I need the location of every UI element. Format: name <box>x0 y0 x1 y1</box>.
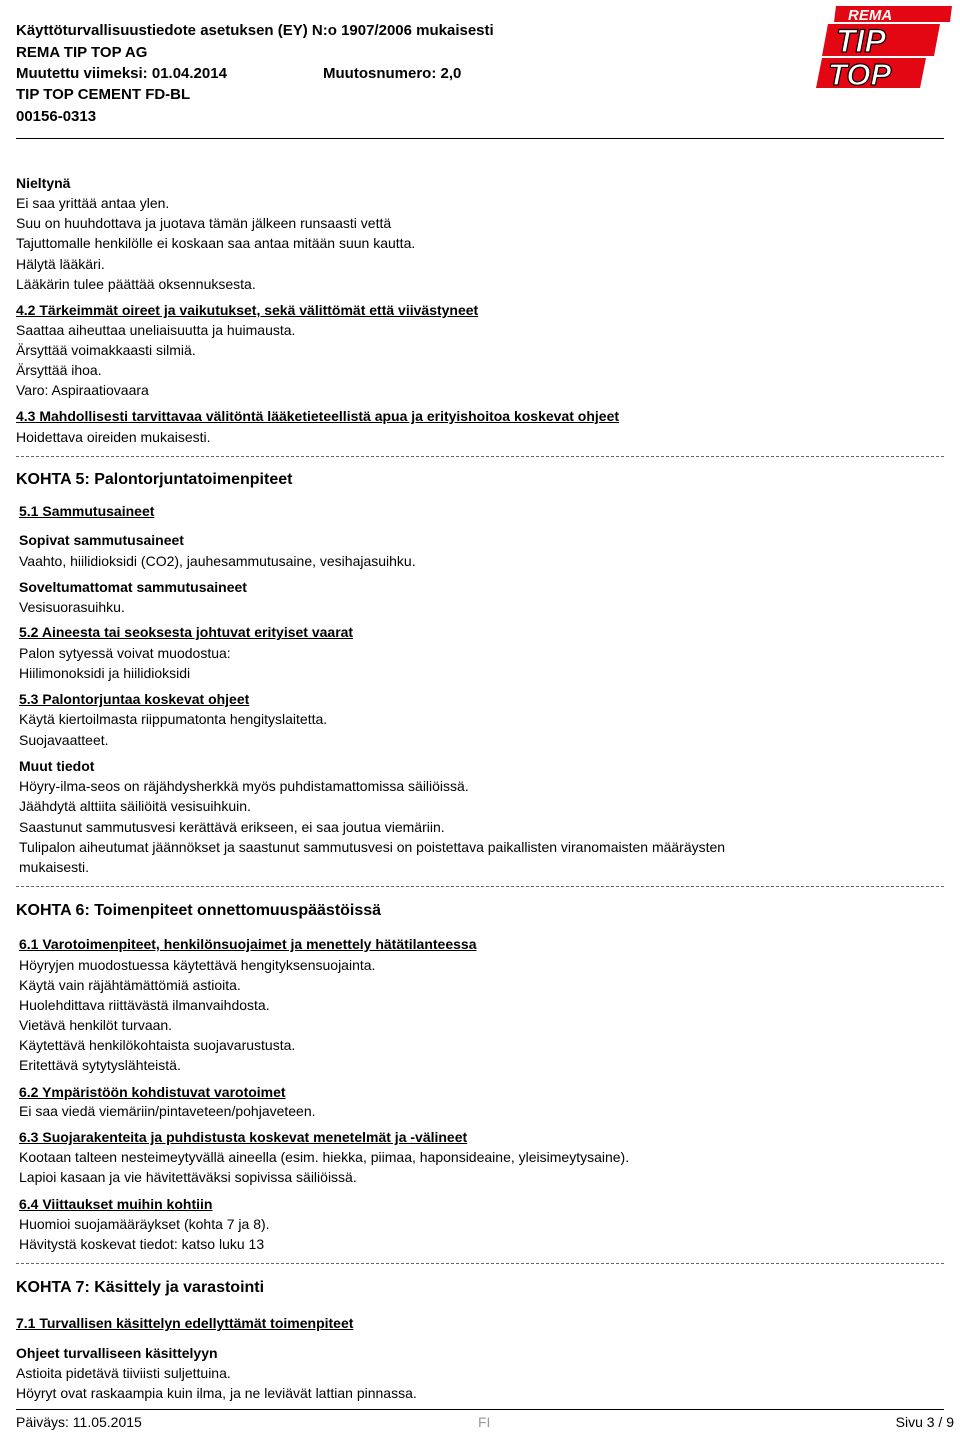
symptom-line: Ärsyttää voimakkaasti silmiä. <box>16 342 196 358</box>
other-info-line: mukaisesti. <box>19 859 90 875</box>
section-divider <box>16 1263 944 1264</box>
cleanup-line: Kootaan talteen nesteimeytyvällä aineella (esim. hiekka, piimaa, haponsideaine, yleisimeytysaine). <box>19 1149 630 1165</box>
section-5-1-title: 5.1 Sammutusaineet <box>19 503 155 519</box>
reference-line: Hävitystä koskevat tiedot: katso luku 13 <box>19 1236 265 1252</box>
section-6-heading: KOHTA 6: Toimenpiteet onnettomuuspäästöissä <box>16 902 382 919</box>
section-5-heading: KOHTA 5: Palontorjuntatoimenpiteet <box>16 471 293 488</box>
company-name: REMA TIP TOP AG <box>16 44 148 61</box>
precaution-line: Huolehdittava riittävästä ilmanvaihdosta. <box>19 997 270 1013</box>
precaution-line: Eritettävä sytytyslähteistä. <box>19 1057 181 1073</box>
section-4-3-text: Hoidettava oireiden mukaisesti. <box>16 429 211 445</box>
footer-language: FI <box>478 1414 491 1430</box>
swallowed-line: Lääkärin tulee päättää oksennuksesta. <box>16 276 256 292</box>
precaution-line: Käytettävä henkilökohtaista suojavarustusta. <box>19 1037 296 1053</box>
modified-date: Muutettu viimeksi: 01.04.2014 <box>16 65 227 82</box>
logo-text-rema: REMA <box>848 7 893 24</box>
section-6-3-title: 6.3 Suojarakenteita ja puhdistusta koskevat menetelmät ja -välineet <box>19 1129 468 1145</box>
swallowed-line: Ei saa yrittää antaa ylen. <box>16 195 170 211</box>
swallowed-title: Nieltynä <box>16 175 71 191</box>
hazard-line: Palon sytyessä voivat muodostua: <box>19 645 231 661</box>
symptom-line: Varo: Aspiraatiovaara <box>16 382 149 398</box>
section-5-3-title: 5.3 Palontorjuntaa koskevat ohjeet <box>19 691 250 707</box>
product-code: 00156-0313 <box>16 108 97 125</box>
section-6-4-title: 6.4 Viittaukset muihin kohtiin <box>19 1196 213 1212</box>
other-info-line: Tulipalon aiheutumat jäännökset ja saastunut sammutusvesi on poistettava paikallisten viranomaisten määräysten <box>19 839 726 855</box>
product-name: TIP TOP CEMENT FD-BL <box>16 86 191 103</box>
hazard-line: Hiilimonoksidi ja hiilidioksidi <box>19 665 191 681</box>
suitable-media-label: Sopivat sammutusaineet <box>19 532 184 548</box>
suitable-media-text: Vaahto, hiilidioksidi (CO2), jauhesammutusaine, vesihajasuihku. <box>19 553 416 569</box>
section-4-2-title: 4.2 Tärkeimmät oireet ja vaikutukset, sekä välittömät että viivästyneet <box>16 302 479 318</box>
precaution-line: Höyryjen muodostuessa käytettävä hengityksensuojainta. <box>19 957 376 973</box>
precaution-line: Vietävä henkilöt turvaan. <box>19 1017 173 1033</box>
header-divider <box>16 138 944 139</box>
section-4-3-title: 4.3 Mahdollisesti tarvittavaa välitöntä lääketieteellistä apua ja erityishoitoa koskevat ohjeet <box>16 408 620 424</box>
section-6-2-title: 6.2 Ympäristöön kohdistuvat varotoimet <box>19 1084 286 1100</box>
handling-line: Höyryt ovat raskaampia kuin ilma, ja ne leviävät lattian pinnassa. <box>16 1385 417 1401</box>
unsuitable-media-label: Soveltumattomat sammutusaineet <box>19 579 247 595</box>
symptom-line: Ärsyttää ihoa. <box>16 362 102 378</box>
swallowed-line: Suu on huuhdottava ja juotava tämän jälkeen runsaasti vettä <box>16 215 392 231</box>
footer-page-number: Sivu 3 / 9 <box>895 1414 954 1430</box>
safe-handling-label: Ohjeet turvalliseen käsittelyyn <box>16 1345 218 1361</box>
section-divider <box>16 886 944 887</box>
swallowed-line: Tajuttomalle henkilölle ei koskaan saa antaa mitään suun kautta. <box>16 235 416 251</box>
other-info-line: Saastunut sammutusvesi kerättävä erikseen, ei saa joutua viemäriin. <box>19 819 445 835</box>
other-info-line: Höyry-ilma-seos on räjähdysherkkä myös puhdistamattomissa säiliöissä. <box>19 778 469 794</box>
document-title: Käyttöturvallisuustiedote asetuksen (EY) N:o 1907/2006 mukaisesti <box>16 22 494 39</box>
footer-date: Päiväys: 11.05.2015 <box>16 1414 142 1430</box>
revision-number: Muutosnumero: 2,0 <box>323 65 462 82</box>
unsuitable-media-text: Vesisuorasuihku. <box>19 599 125 615</box>
firefighting-line: Käytä kiertoilmasta riippumatonta hengityslaitetta. <box>19 711 328 727</box>
logo-text-tip: TIP <box>836 23 886 59</box>
section-6-2-text: Ei saa viedä viemäriin/pintaveteen/pohjaveteen. <box>19 1103 316 1119</box>
section-7-heading: KOHTA 7: Käsittely ja varastointi <box>16 1279 265 1296</box>
other-info-line: Jäähdytä alttiita säiliöitä vesisuihkuin. <box>19 798 251 814</box>
handling-line: Astioita pidetävä tiiviisti suljettuina. <box>16 1365 231 1381</box>
cleanup-line: Lapioi kasaan ja vie hävitettäväksi sopivissa säiliöissä. <box>19 1169 357 1185</box>
section-7-1-title: 7.1 Turvallisen käsittelyn edellyttämät toimenpiteet <box>16 1315 354 1331</box>
firefighting-line: Suojavaatteet. <box>19 732 109 748</box>
section-divider <box>16 456 944 457</box>
footer-divider <box>16 1409 944 1410</box>
section-6-1-title: 6.1 Varotoimenpiteet, henkilönsuojaimet ja menettely hätätilanteessa <box>19 936 477 952</box>
rema-tip-top-logo <box>814 4 954 90</box>
section-5-2-title: 5.2 Aineesta tai seoksesta johtuvat erityiset vaarat <box>19 624 354 640</box>
symptom-line: Saattaa aiheuttaa uneliaisuutta ja huimausta. <box>16 322 296 338</box>
swallowed-line: Hälytä lääkäri. <box>16 256 105 272</box>
logo-text-top: TOP <box>828 57 892 90</box>
other-info-label: Muut tiedot <box>19 758 95 774</box>
precaution-line: Käytä vain räjähtämättömiä astioita. <box>19 977 241 993</box>
reference-line: Huomioi suojamääräykset (kohta 7 ja 8). <box>19 1216 270 1232</box>
